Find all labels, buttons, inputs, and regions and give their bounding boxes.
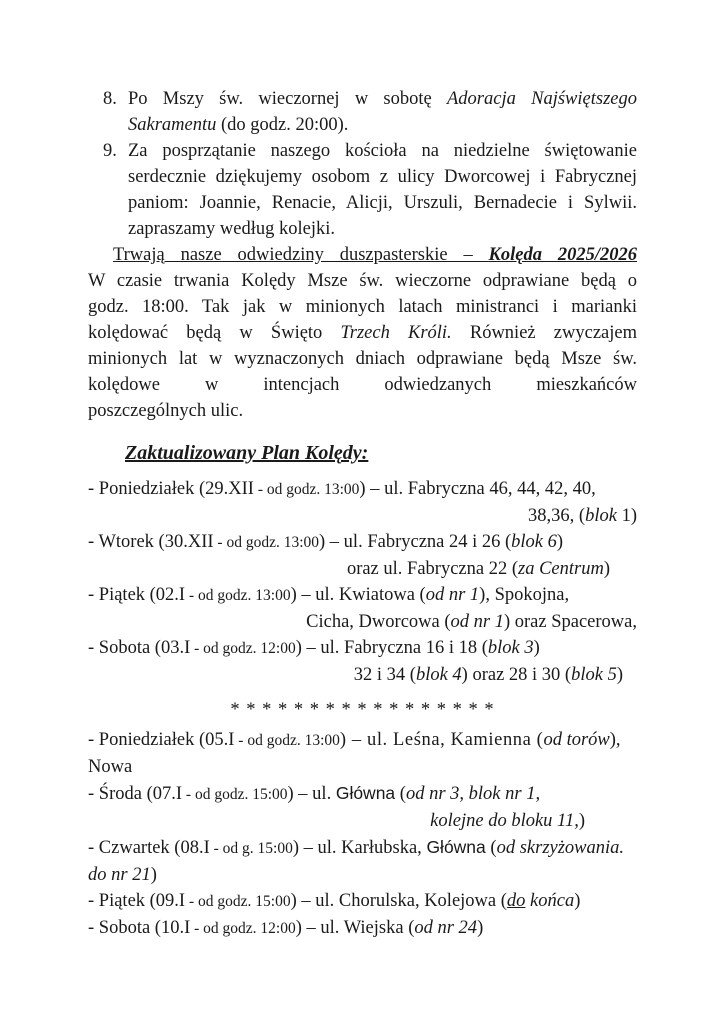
text-segment: ) oraz 28 i 30 ( [461,665,572,685]
separator: * * * * * * * * * * * * * * * * * [230,700,495,720]
schedule-line-continuation: Nowa [88,757,133,777]
text-segment: Cicha, Dworcowa ( [306,612,451,632]
text-segment-italic: blok 4 [415,665,462,685]
text-segment: ) – ul. Karłubska, [292,838,427,858]
text-segment: - Sobota (03.I [88,638,191,658]
announcement-item-9 [88,138,637,242]
schedule-line-monday-29 [88,476,637,503]
text-segment: Po Mszy św. wieczornej w sobotę [128,89,447,109]
text-segment: Również zwyczajem [451,323,637,343]
text-segment: - Sobota (10.I [88,918,191,938]
text-segment-italic: Sakramentu [128,115,217,135]
text-segment: ) [574,891,581,911]
text-segment: ( [395,784,406,804]
schedule-line-continuation [88,808,637,834]
text-segment-italic: do nr 21 [88,865,151,885]
schedule-line-continuation [88,609,637,635]
text-line [88,320,637,346]
time-segment: - od godz. 12:00 [190,640,296,657]
time-segment: - od godz. 13:00 [234,732,340,749]
text-segment-italic: blok [585,506,617,526]
text-line: zapraszamy według kolejki. [128,219,336,239]
koleda-heading-underline [113,245,637,265]
item-number: 9. [103,141,117,161]
text-segment-italic: Adoracja Najświętszego [447,89,637,109]
text-segment-italic: za Centrum [518,559,604,579]
street-name: Główna [426,837,486,857]
text-segment: - Piątek (09.I [88,891,186,911]
text-segment: - Poniedziałek (29.XII [88,479,254,499]
text-segment: (do godz. 20:00). [216,115,349,135]
text-line [128,112,637,138]
text-segment: - Wtorek (30.XII [88,532,214,552]
text-segment: ) – ul. Leśna, Kamienna ( [339,730,544,750]
schedule-line-wednesday-07 [88,780,637,808]
text-segment: ) – ul. Kwiatowa ( [290,585,426,605]
schedule-line-friday-09 [88,888,637,915]
text-segment: ) [603,559,610,579]
item-number: 8. [103,89,117,109]
text-segment-italic: od nr 3, blok nr 1, [405,784,541,804]
announcement-item-8 [88,86,637,138]
plan-heading [125,440,637,466]
text-segment: kolędować będą w Święto [88,323,341,343]
koleda-heading [88,242,637,268]
text-segment: - Piątek (02.I [88,585,186,605]
koleda-paragraph [88,268,637,424]
text-segment: ), Spokojna, [479,585,570,605]
time-segment: - od godz. 13:00 [253,481,360,498]
announcement-text [128,138,637,242]
street-name: Główna [335,783,396,803]
text-segment: oraz ul. Fabryczna 22 ( [346,559,518,579]
text-segment: ) [533,638,540,658]
text-segment-italic: od skrzyżowania. [496,838,625,858]
text-segment-italic: końca [525,891,575,911]
text-segment: ) [477,918,484,938]
text-segment: ( [485,838,497,858]
schedule-block-2 [88,727,637,942]
text-segment: ) – ul. Wiejska ( [295,918,415,938]
text-segment: ) – ul. [287,784,336,804]
koleda-heading-title: Kolęda 2025/2026 [488,245,637,265]
text-segment: ) [150,865,157,885]
schedule-line-continuation [88,556,637,582]
text-segment-italic: od nr 1 [425,585,480,605]
text-segment: ) [578,811,585,831]
time-segment: - od godz. 13:00 [185,587,291,604]
text-line: godz. 18:00. Tak jak w minionych latach ministranci i marianki [88,297,637,317]
text-segment: 38,36, ( [528,506,586,526]
schedule-line-continuation [88,862,637,888]
text-segment: - Środa (07.I [88,784,183,804]
schedule-line-continuation [88,662,637,688]
text-segment: 1) [616,506,637,526]
text-segment-italic: blok 3 [487,638,534,658]
text-line: poszczególnych ulic. [88,401,244,421]
text-line: paniom: Joannie, Renacie, Alicji, Urszuli, Bernadecie i Sylwii. [128,193,637,213]
schedule-line-friday-02 [88,582,637,609]
schedule-line-saturday-10 [88,915,637,942]
text-line: kolędowe w intencjach odwiedzanych mieszkańców [88,375,637,395]
text-segment-italic: Trzech Króli. [340,323,452,343]
time-segment: - od godz. 12:00 [190,920,296,937]
text-line: serdecznie dziękujemy osobom z ulicy Dworcowej i Fabrycznej [128,167,637,187]
text-line: W czasie trwania Kolędy Msze św. wieczorne odprawiane będą o [88,271,637,291]
plan-heading-text: Zaktualizowany Plan Kolędy: [125,442,369,464]
text-segment-italic: blok 5 [571,665,617,685]
text-line [128,86,637,112]
text-segment-italic: od nr 24 [414,918,478,938]
announcement-list [88,86,637,242]
text-segment: ) – ul. Fabryczna 24 i 26 ( [319,532,512,552]
text-segment-italic: blok 6 [511,532,557,552]
schedule-block-1 [88,476,637,688]
schedule-line-continuation [88,503,637,529]
text-segment-italic-underline: do [506,891,526,911]
text-segment-italic: od nr 1 [450,612,504,632]
time-segment: - od godz. 15:00 [185,893,291,910]
text-segment: - Czwartek (08.I [88,838,210,858]
announcement-text [128,86,637,138]
text-segment: ) oraz Spacerowa, [503,612,637,632]
text-segment-italic: kolejne do bloku 11, [430,811,579,831]
schedule-line-monday-05 [88,727,637,754]
schedule-line-tuesday-30 [88,529,637,556]
koleda-heading-prefix: Trwają nasze odwiedziny duszpasterskie – [113,245,489,265]
schedule-line-thursday-08 [88,834,637,862]
text-line: Za posprzątanie naszego kościoła na niedzielne świętowanie [128,141,637,161]
text-line: minionych lat w wyznaczonych dniach odprawiane będą Msze św. [88,349,637,369]
text-segment: 32 i 34 ( [353,665,416,685]
document-body [88,86,637,942]
time-segment: - od g. 15:00 [209,840,293,857]
time-segment: - od godz. 13:00 [213,534,320,551]
text-segment-italic: od torów [543,730,610,750]
schedule-line-saturday-03 [88,635,637,662]
text-segment: ) – ul. Fabryczna 46, 44, 42, 40, [359,479,596,499]
text-segment: ) – ul. Fabryczna 16 i 18 ( [295,638,488,658]
time-segment: - od godz. 15:00 [182,786,288,803]
text-segment: ) [616,665,623,685]
text-segment: ) [556,532,564,552]
text-segment: - Poniedziałek (05.I [88,730,235,750]
text-segment: ), [609,730,621,750]
text-segment: ) – ul. Chorulska, Kolejowa ( [290,891,507,911]
